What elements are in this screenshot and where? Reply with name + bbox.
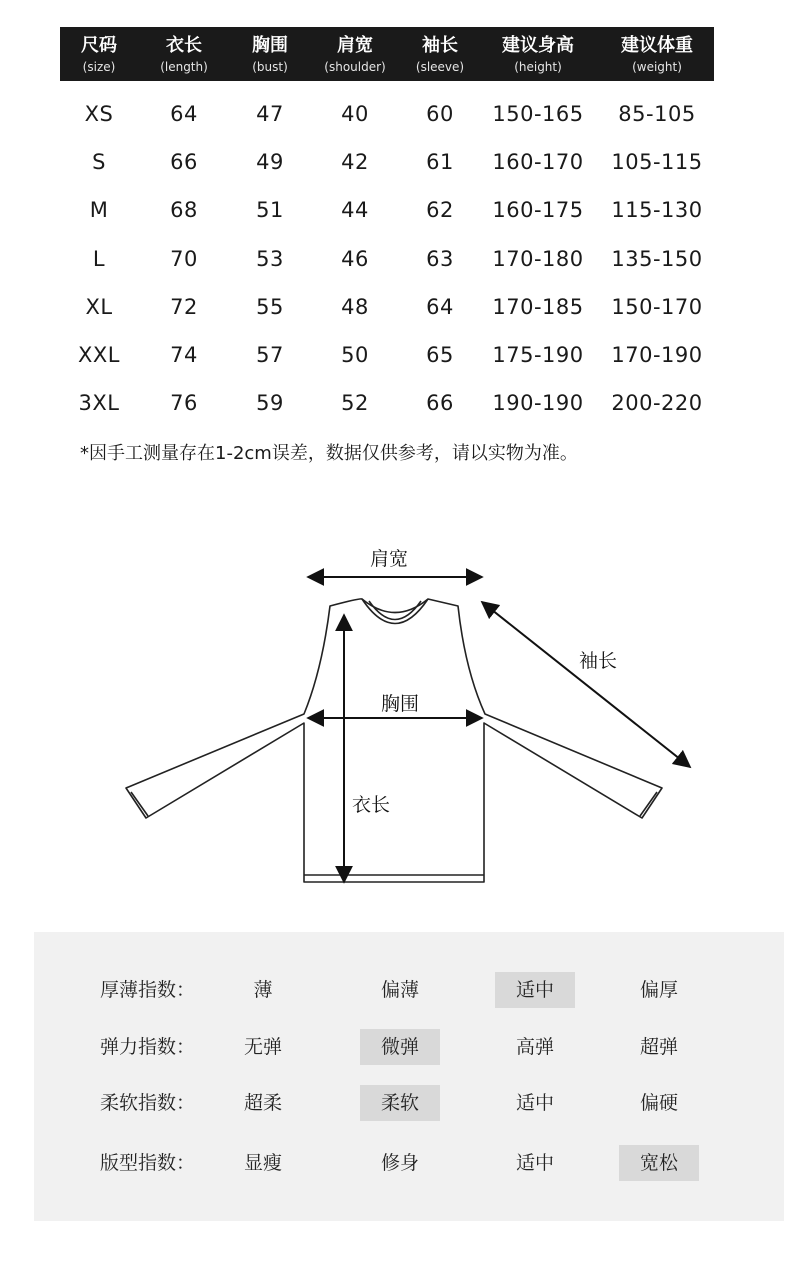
index-option: 无弹 — [243, 1036, 282, 1058]
index-label: 柔软指数： — [100, 1092, 196, 1114]
table-cell: 49 — [256, 150, 284, 175]
index-row — [34, 1145, 784, 1181]
table-cell: 57 — [256, 343, 284, 367]
table-row — [0, 335, 800, 375]
table-cell: 50 — [341, 343, 369, 367]
table-row — [0, 287, 800, 327]
table-cell: 62 — [426, 198, 454, 223]
table-cell: 66 — [170, 150, 198, 175]
col-header-size-zh: 尺码 — [81, 35, 117, 56]
index-label: 版型指数： — [100, 1152, 196, 1174]
index-option: 偏厚 — [639, 979, 678, 1001]
table-cell: 63 — [426, 246, 454, 271]
index-option: 显瘦 — [243, 1152, 282, 1174]
garment-diagram — [0, 520, 800, 920]
table-cell: 59 — [256, 391, 284, 416]
index-option: 超弹 — [639, 1036, 678, 1058]
table-cell: 74 — [170, 343, 198, 367]
col-header-sleeve — [400, 27, 480, 81]
table-cell: S — [92, 150, 106, 175]
col-header-bust-en: (bust) — [252, 60, 288, 74]
table-row — [0, 383, 800, 423]
index-option: 偏硬 — [639, 1092, 678, 1114]
table-cell: 46 — [341, 246, 369, 271]
table-cell: 51 — [256, 198, 284, 223]
table-row — [0, 190, 800, 230]
index-label: 弹力指数： — [100, 1036, 196, 1058]
table-cell: 61 — [426, 150, 454, 175]
table-cell: 150-165 — [492, 102, 584, 126]
index-option: 适中 — [515, 1092, 554, 1114]
index-label: 厚薄指数： — [100, 979, 196, 1001]
index-option: 高弹 — [515, 1036, 554, 1058]
col-header-shoulder — [315, 27, 395, 81]
table-cell: 150-170 — [611, 294, 703, 319]
table-cell: 48 — [341, 294, 369, 319]
col-header-size-en: (size) — [82, 60, 116, 74]
table-cell: 175-190 — [492, 343, 584, 367]
col-header-bust-zh: 胸围 — [252, 35, 288, 56]
col-header-shoulder-zh: 肩宽 — [337, 35, 373, 56]
col-header-weight-zh: 建议体重 — [621, 35, 693, 56]
table-cell: 76 — [170, 391, 198, 416]
table-cell: 72 — [170, 294, 198, 319]
table-cell: 190-190 — [492, 391, 584, 416]
table-cell: 68 — [170, 198, 198, 223]
index-option: 超柔 — [243, 1092, 282, 1114]
col-header-weight — [607, 27, 707, 81]
table-row — [0, 142, 800, 182]
index-row — [34, 1029, 784, 1065]
table-cell: 170-185 — [492, 294, 584, 319]
table-cell: 135-150 — [611, 246, 703, 271]
table-cell: 66 — [426, 391, 454, 416]
table-cell: 105-115 — [611, 150, 703, 175]
table-cell: XXL — [78, 343, 120, 367]
index-option: 适中 — [515, 1152, 554, 1174]
col-header-weight-en: (weight) — [632, 60, 682, 74]
shirt-outline-svg — [0, 520, 800, 920]
table-cell: 85-105 — [618, 102, 696, 126]
col-header-height — [488, 27, 588, 81]
table-cell: 65 — [426, 343, 454, 367]
table-cell: M — [89, 198, 109, 223]
table-cell: 115-130 — [611, 198, 703, 223]
table-row — [0, 94, 800, 134]
index-option: 偏薄 — [380, 979, 419, 1001]
col-header-sleeve-zh: 袖长 — [422, 35, 458, 56]
table-cell: XL — [85, 294, 113, 319]
col-header-height-en: (height) — [514, 60, 562, 74]
table-cell: 53 — [256, 246, 284, 271]
index-row — [34, 1085, 784, 1121]
fabric-index-panel — [34, 932, 784, 1221]
index-option: 薄 — [253, 979, 273, 1001]
table-cell: 55 — [256, 294, 284, 319]
table-cell: 70 — [170, 246, 198, 271]
table-cell: 42 — [341, 150, 369, 175]
table-cell: L — [92, 246, 106, 271]
size-table-header — [60, 27, 714, 81]
table-cell: 64 — [170, 102, 198, 126]
measurement-note: *因手工测量存在1-2cm误差，数据仅供参考，请以实物为准。 — [80, 443, 578, 464]
index-option-selected: 柔软 — [360, 1085, 440, 1121]
table-cell: 40 — [341, 102, 369, 126]
length-label: 衣长 — [352, 794, 391, 816]
table-cell: 64 — [426, 294, 454, 319]
col-header-bust — [230, 27, 310, 81]
col-header-size — [60, 27, 138, 81]
index-option-selected: 宽松 — [619, 1145, 699, 1181]
table-cell: 60 — [426, 102, 454, 126]
table-cell: 3XL — [78, 391, 120, 416]
col-header-length-en: (length) — [160, 60, 208, 74]
index-option-selected: 微弹 — [360, 1029, 440, 1065]
col-header-length-zh: 衣长 — [166, 35, 202, 56]
col-header-sleeve-en: (sleeve) — [415, 60, 465, 74]
table-cell: 52 — [341, 391, 369, 416]
table-cell: 160-175 — [492, 198, 584, 223]
index-row — [34, 972, 784, 1008]
table-cell: 47 — [256, 102, 284, 126]
table-cell: 44 — [341, 198, 369, 223]
table-cell: 170-180 — [492, 246, 584, 271]
sleeve-arrow — [482, 602, 690, 767]
table-cell: 200-220 — [611, 391, 703, 416]
index-option: 修身 — [380, 1152, 419, 1174]
table-cell: 170-190 — [611, 343, 703, 367]
col-header-shoulder-en: (shoulder) — [324, 60, 386, 74]
shirt-outline — [126, 599, 662, 882]
table-cell: XS — [84, 102, 114, 126]
table-row — [0, 239, 800, 279]
bust-label: 胸围 — [381, 693, 420, 715]
col-header-length — [144, 27, 224, 81]
measure-arrows — [308, 577, 690, 882]
col-header-height-zh: 建议身高 — [502, 35, 574, 56]
sleeve-label: 袖长 — [579, 650, 618, 672]
index-option-selected: 适中 — [495, 972, 575, 1008]
shoulder-label: 肩宽 — [370, 548, 409, 570]
table-cell: 160-170 — [492, 150, 584, 175]
